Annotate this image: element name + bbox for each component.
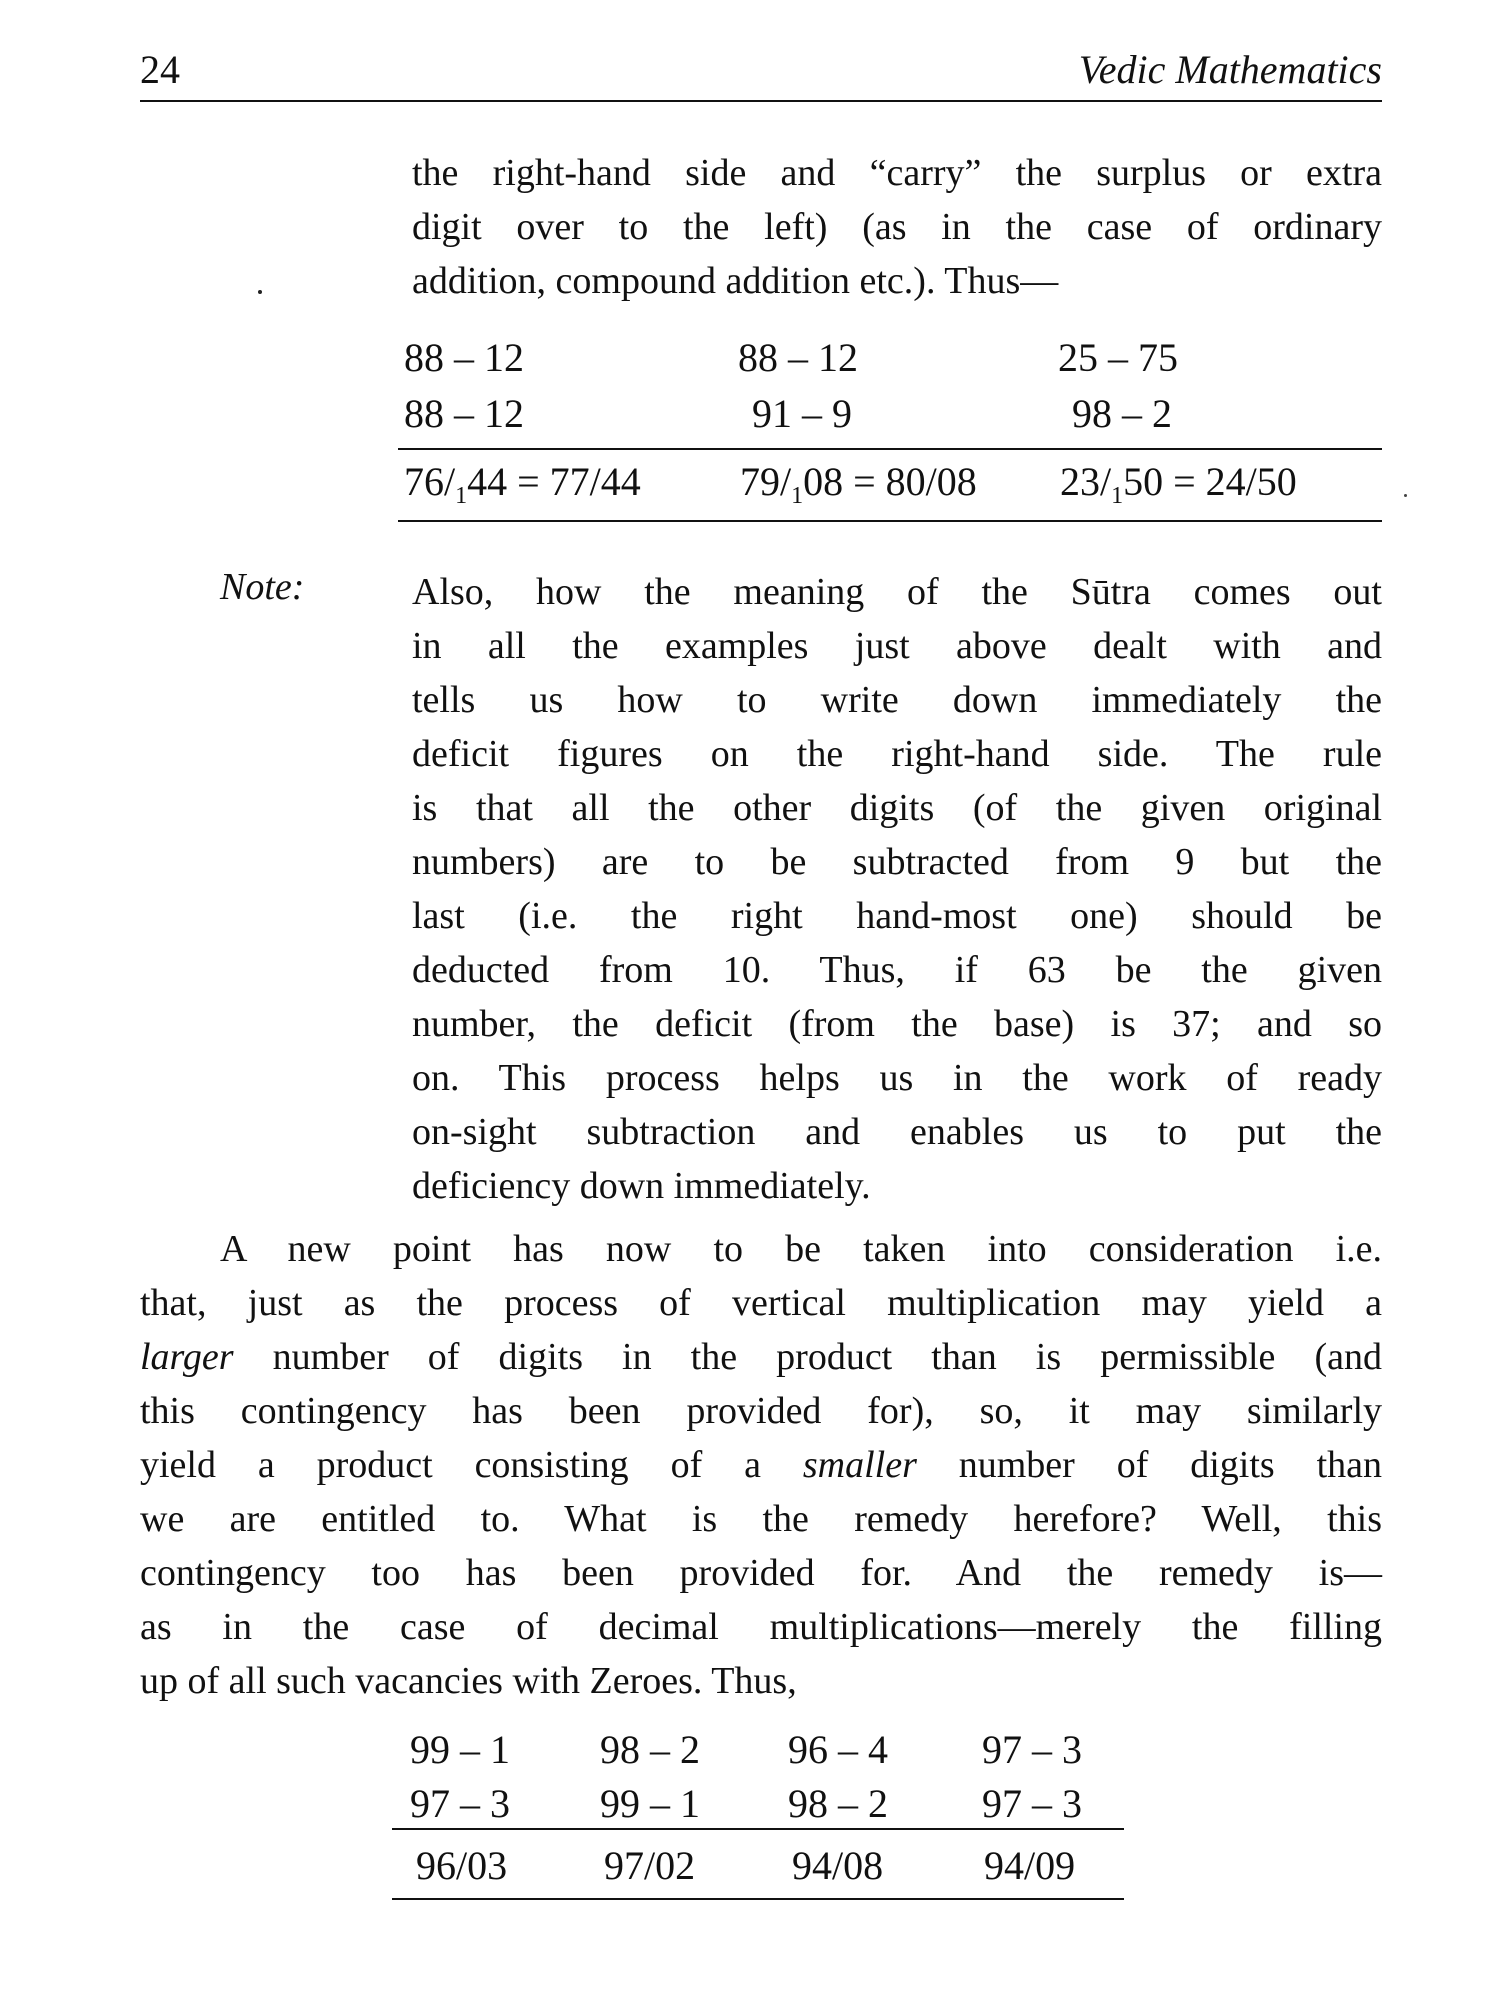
text-line: as in the case of decimal multiplications—merely the filling	[140, 1606, 1382, 1648]
example1-operand: 25 – 75	[1058, 335, 1178, 380]
text-line: larger number of digits in the product than is permissible (and	[140, 1336, 1382, 1378]
carry-digit: 1	[791, 483, 804, 509]
text-line: on-sight subtraction and enables us to put the	[412, 1111, 1382, 1153]
text-line: A new point has now to be taken into consideration i.e.	[220, 1228, 1382, 1270]
carry-digit: 1	[455, 483, 468, 509]
text-line: tells us how to write down immediately the	[412, 679, 1382, 721]
example2-operand: 98 – 2	[600, 1727, 700, 1772]
example2-result: 94/08	[792, 1843, 884, 1888]
text-line: the right-hand side and “carry” the surplus or extra	[412, 152, 1382, 194]
page-number: 24	[140, 47, 180, 92]
emphasis: smaller	[802, 1444, 917, 1486]
text-line: deficit figures on the right-hand side. The rule	[412, 733, 1382, 775]
example1-operand: 88 – 12	[404, 391, 524, 436]
text-line: deficiency down immediately.	[412, 1165, 871, 1207]
stray-mark	[1404, 494, 1407, 497]
example2-rule	[392, 1828, 1124, 1830]
example1-result: $76/_144 = 77/44$	[404, 459, 641, 509]
example2-operand: 97 – 3	[410, 1781, 510, 1826]
text-line: addition, compound addition etc.). Thus—	[412, 260, 1059, 302]
example1-result: $23/_150 = 24/50$	[1060, 459, 1297, 509]
text-line: is that all the other digits (of the given original	[412, 787, 1382, 829]
example2-operand: 97 – 3	[982, 1727, 1082, 1772]
example1-result: $79/_108 = 80/08$	[740, 459, 977, 509]
emphasis: larger	[140, 1336, 234, 1378]
text-line: that, just as the process of vertical multiplication may yield a	[140, 1282, 1382, 1324]
text-line: contingency too has been provided for. And the remedy is—	[140, 1552, 1382, 1594]
example2-result: 94/09	[984, 1843, 1076, 1888]
body-paragraph	[140, 1222, 1382, 1708]
example1-operand: 88 – 12	[738, 335, 858, 380]
text-line: number, the deficit (from the base) is 37; and so	[412, 1003, 1382, 1045]
header-rule	[140, 100, 1382, 102]
stray-mark	[258, 290, 262, 294]
example2-rule	[392, 1898, 1124, 1900]
example2-operand: 97 – 3	[982, 1781, 1082, 1826]
example1-operand: 88 – 12	[404, 335, 524, 380]
text-line: last (i.e. the right hand-most one) should be	[412, 895, 1382, 937]
example2-operand: 96 – 4	[788, 1727, 888, 1772]
text-line: this contingency has been provided for), so, it may similarly	[140, 1390, 1382, 1432]
example2-operand: 98 – 2	[788, 1781, 888, 1826]
carry-digit: 1	[1111, 483, 1124, 509]
text-line: in all the examples just above dealt with and	[412, 625, 1382, 667]
text-line: deducted from 10. Thus, if 63 be the given	[412, 949, 1382, 991]
note-label: Note:	[220, 566, 305, 608]
text-line: we are entitled to. What is the remedy herefore? Well, this	[140, 1498, 1382, 1540]
text-line: digit over to the left) (as in the case of ordinary	[412, 206, 1382, 248]
text-line: on. This process helps us in the work of ready	[412, 1057, 1382, 1099]
text-line: numbers) are to be subtracted from 9 but the	[412, 841, 1382, 883]
example2-operand: 99 – 1	[600, 1781, 700, 1826]
example2-result: 97/02	[604, 1843, 696, 1888]
note-body	[412, 565, 1382, 1213]
intro-paragraph	[412, 146, 1382, 308]
example2-result: 96/03	[416, 1843, 508, 1888]
example1-operand: 98 – 2	[1072, 391, 1172, 436]
text-line: Also, how the meaning of the Sūtra comes out	[412, 571, 1382, 613]
example1-rule	[398, 448, 1382, 450]
example2-operand: 99 – 1	[410, 1727, 510, 1772]
example1-operand: 91 – 9	[752, 391, 852, 436]
text-line: up of all such vacancies with Zeroes. Thus,	[140, 1660, 797, 1702]
running-header-title: Vedic Mathematics	[1078, 47, 1382, 92]
text-line: yield a product consisting of a smaller number of digits than	[140, 1444, 1383, 1486]
example1-rule	[398, 520, 1382, 522]
